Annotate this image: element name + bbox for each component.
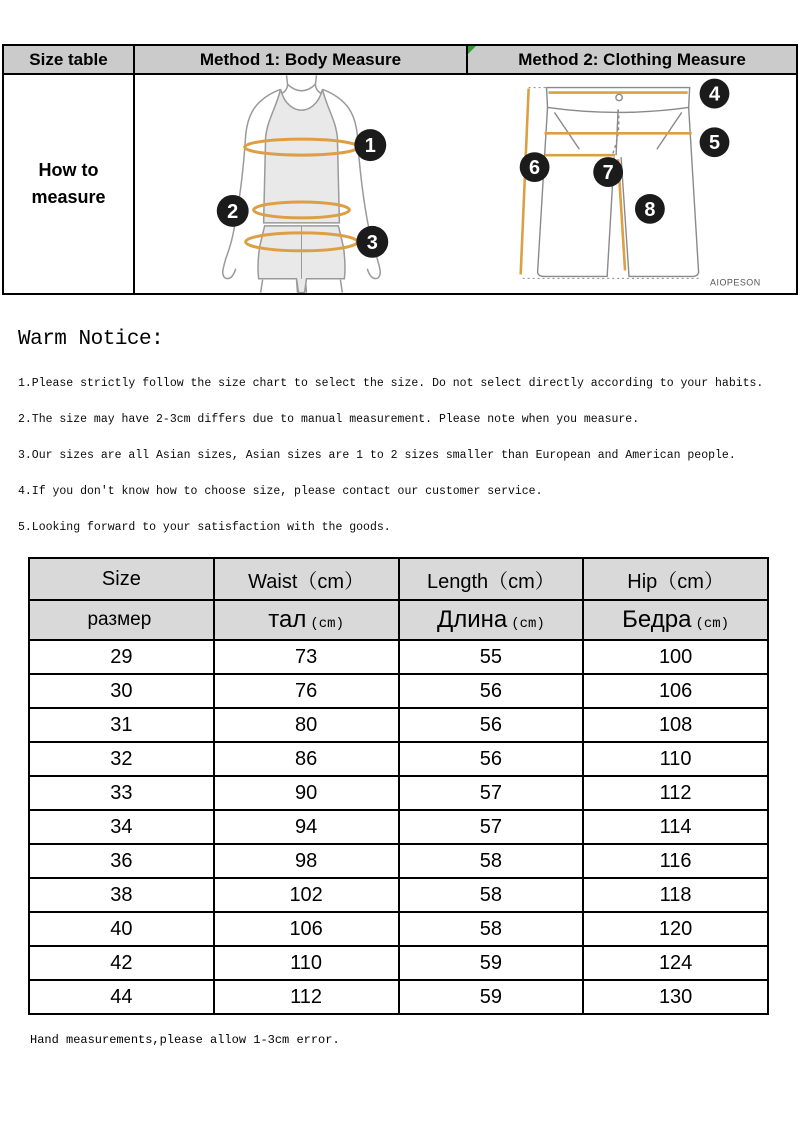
table-cell: 58 (399, 878, 584, 912)
clothing-measure-diagram (468, 75, 796, 293)
body-figure-illustration (135, 75, 468, 293)
header-length-ru: Длина (cm) (399, 600, 584, 640)
cell-corner-marker (468, 46, 476, 54)
table-cell: 110 (214, 946, 399, 980)
table-row (29, 674, 768, 708)
table-cell: 29 (29, 640, 214, 674)
measure-guide-table (2, 44, 798, 295)
notice-item: 3.Our sizes are all Asian sizes, Asian sizes are 1 to 2 sizes smaller than European and American people. (18, 449, 736, 462)
table-cell: 57 (399, 776, 584, 810)
table-cell: 112 (583, 776, 768, 810)
shorts-illustration (469, 75, 796, 293)
warm-notice-title: Warm Notice: (18, 328, 164, 351)
notice-item: 5.Looking forward to your satisfaction with the goods. (18, 521, 391, 534)
table-row (29, 708, 768, 742)
table-cell: 56 (399, 742, 584, 776)
header-length: Length（cm） (399, 558, 584, 600)
badge-8-number: 8 (643, 198, 655, 221)
guide-header-size-table (4, 46, 135, 75)
table-cell: 120 (583, 912, 768, 946)
notice-item: 1.Please strictly follow the size chart to select the size. Do not select directly according to your habits. (18, 377, 764, 390)
header-hip-ru: Бедра (cm) (583, 600, 768, 640)
guide-header-method2-label: Method 2: Clothing Measure (518, 49, 746, 69)
badge-5-number: 5 (708, 132, 720, 155)
size-table-header-ru (29, 600, 768, 640)
badge-3-number: 3 (366, 231, 378, 254)
size-table-body (29, 640, 768, 1014)
table-cell: 106 (583, 674, 768, 708)
body-measure-diagram (135, 75, 470, 293)
table-cell: 33 (29, 776, 214, 810)
outseam-measure-line (520, 89, 528, 275)
badge-7-number: 7 (602, 162, 614, 185)
table-cell: 110 (583, 742, 768, 776)
badge-1-number: 1 (364, 135, 376, 158)
table-row (29, 912, 768, 946)
table-row (29, 878, 768, 912)
table-cell: 106 (214, 912, 399, 946)
table-cell: 57 (399, 810, 584, 844)
table-cell: 94 (214, 810, 399, 844)
table-cell: 42 (29, 946, 214, 980)
table-cell: 44 (29, 980, 214, 1014)
guide-header-method2 (468, 46, 796, 75)
how-to-measure-label: How to measure (31, 160, 106, 207)
table-row (29, 776, 768, 810)
header-hip: Hip（cm） (583, 558, 768, 600)
notice-item: 2.The size may have 2-3cm differs due to manual measurement. Please note when you measure. (18, 413, 640, 426)
warm-notice-section (18, 328, 800, 535)
table-cell: 114 (583, 810, 768, 844)
table-row (29, 980, 768, 1014)
table-cell: 86 (214, 742, 399, 776)
table-cell: 73 (214, 640, 399, 674)
guide-header-size-table-label: Size table (29, 49, 108, 69)
notice-item: 4.If you don't know how to choose size, please contact our customer service. (18, 485, 543, 498)
table-cell: 80 (214, 708, 399, 742)
table-cell: 124 (583, 946, 768, 980)
badge-4-number: 4 (708, 83, 720, 106)
header-waist-ru: тал (cm) (214, 600, 399, 640)
badge-6-number: 6 (528, 157, 540, 180)
table-cell: 32 (29, 742, 214, 776)
guide-header-method1 (135, 46, 468, 75)
table-cell: 76 (214, 674, 399, 708)
table-cell: 90 (214, 776, 399, 810)
table-cell: 36 (29, 844, 214, 878)
table-cell: 31 (29, 708, 214, 742)
header-waist: Waist（cm） (214, 558, 399, 600)
table-cell: 108 (583, 708, 768, 742)
table-cell: 98 (214, 844, 399, 878)
table-cell: 56 (399, 674, 584, 708)
guide-header-method1-label: Method 1: Body Measure (199, 49, 402, 69)
table-cell: 40 (29, 912, 214, 946)
badge-2-number: 2 (227, 200, 239, 223)
table-cell: 56 (399, 708, 584, 742)
table-cell: 55 (399, 640, 584, 674)
header-size-ru: размер (29, 600, 214, 640)
table-row (29, 946, 768, 980)
table-cell: 34 (29, 810, 214, 844)
notice-list (18, 377, 800, 535)
table-cell: 116 (583, 844, 768, 878)
table-row (29, 742, 768, 776)
table-cell: 58 (399, 912, 584, 946)
table-cell: 59 (399, 980, 584, 1014)
size-table-header-en (29, 558, 768, 600)
table-cell: 102 (214, 878, 399, 912)
size-chart-table (28, 557, 769, 1015)
table-cell: 100 (583, 640, 768, 674)
table-cell: 30 (29, 674, 214, 708)
table-row (29, 844, 768, 878)
table-cell: 130 (583, 980, 768, 1014)
how-to-measure-cell (4, 75, 135, 293)
header-size: Size (29, 558, 214, 600)
table-cell: 59 (399, 946, 584, 980)
footer-note: Hand measurements,please allow 1-3cm error. (30, 1033, 340, 1047)
table-cell: 58 (399, 844, 584, 878)
table-cell: 38 (29, 878, 214, 912)
table-row (29, 810, 768, 844)
table-cell: 118 (583, 878, 768, 912)
table-cell: 112 (214, 980, 399, 1014)
table-row (29, 640, 768, 674)
brand-label: AIOPESON (709, 277, 761, 288)
